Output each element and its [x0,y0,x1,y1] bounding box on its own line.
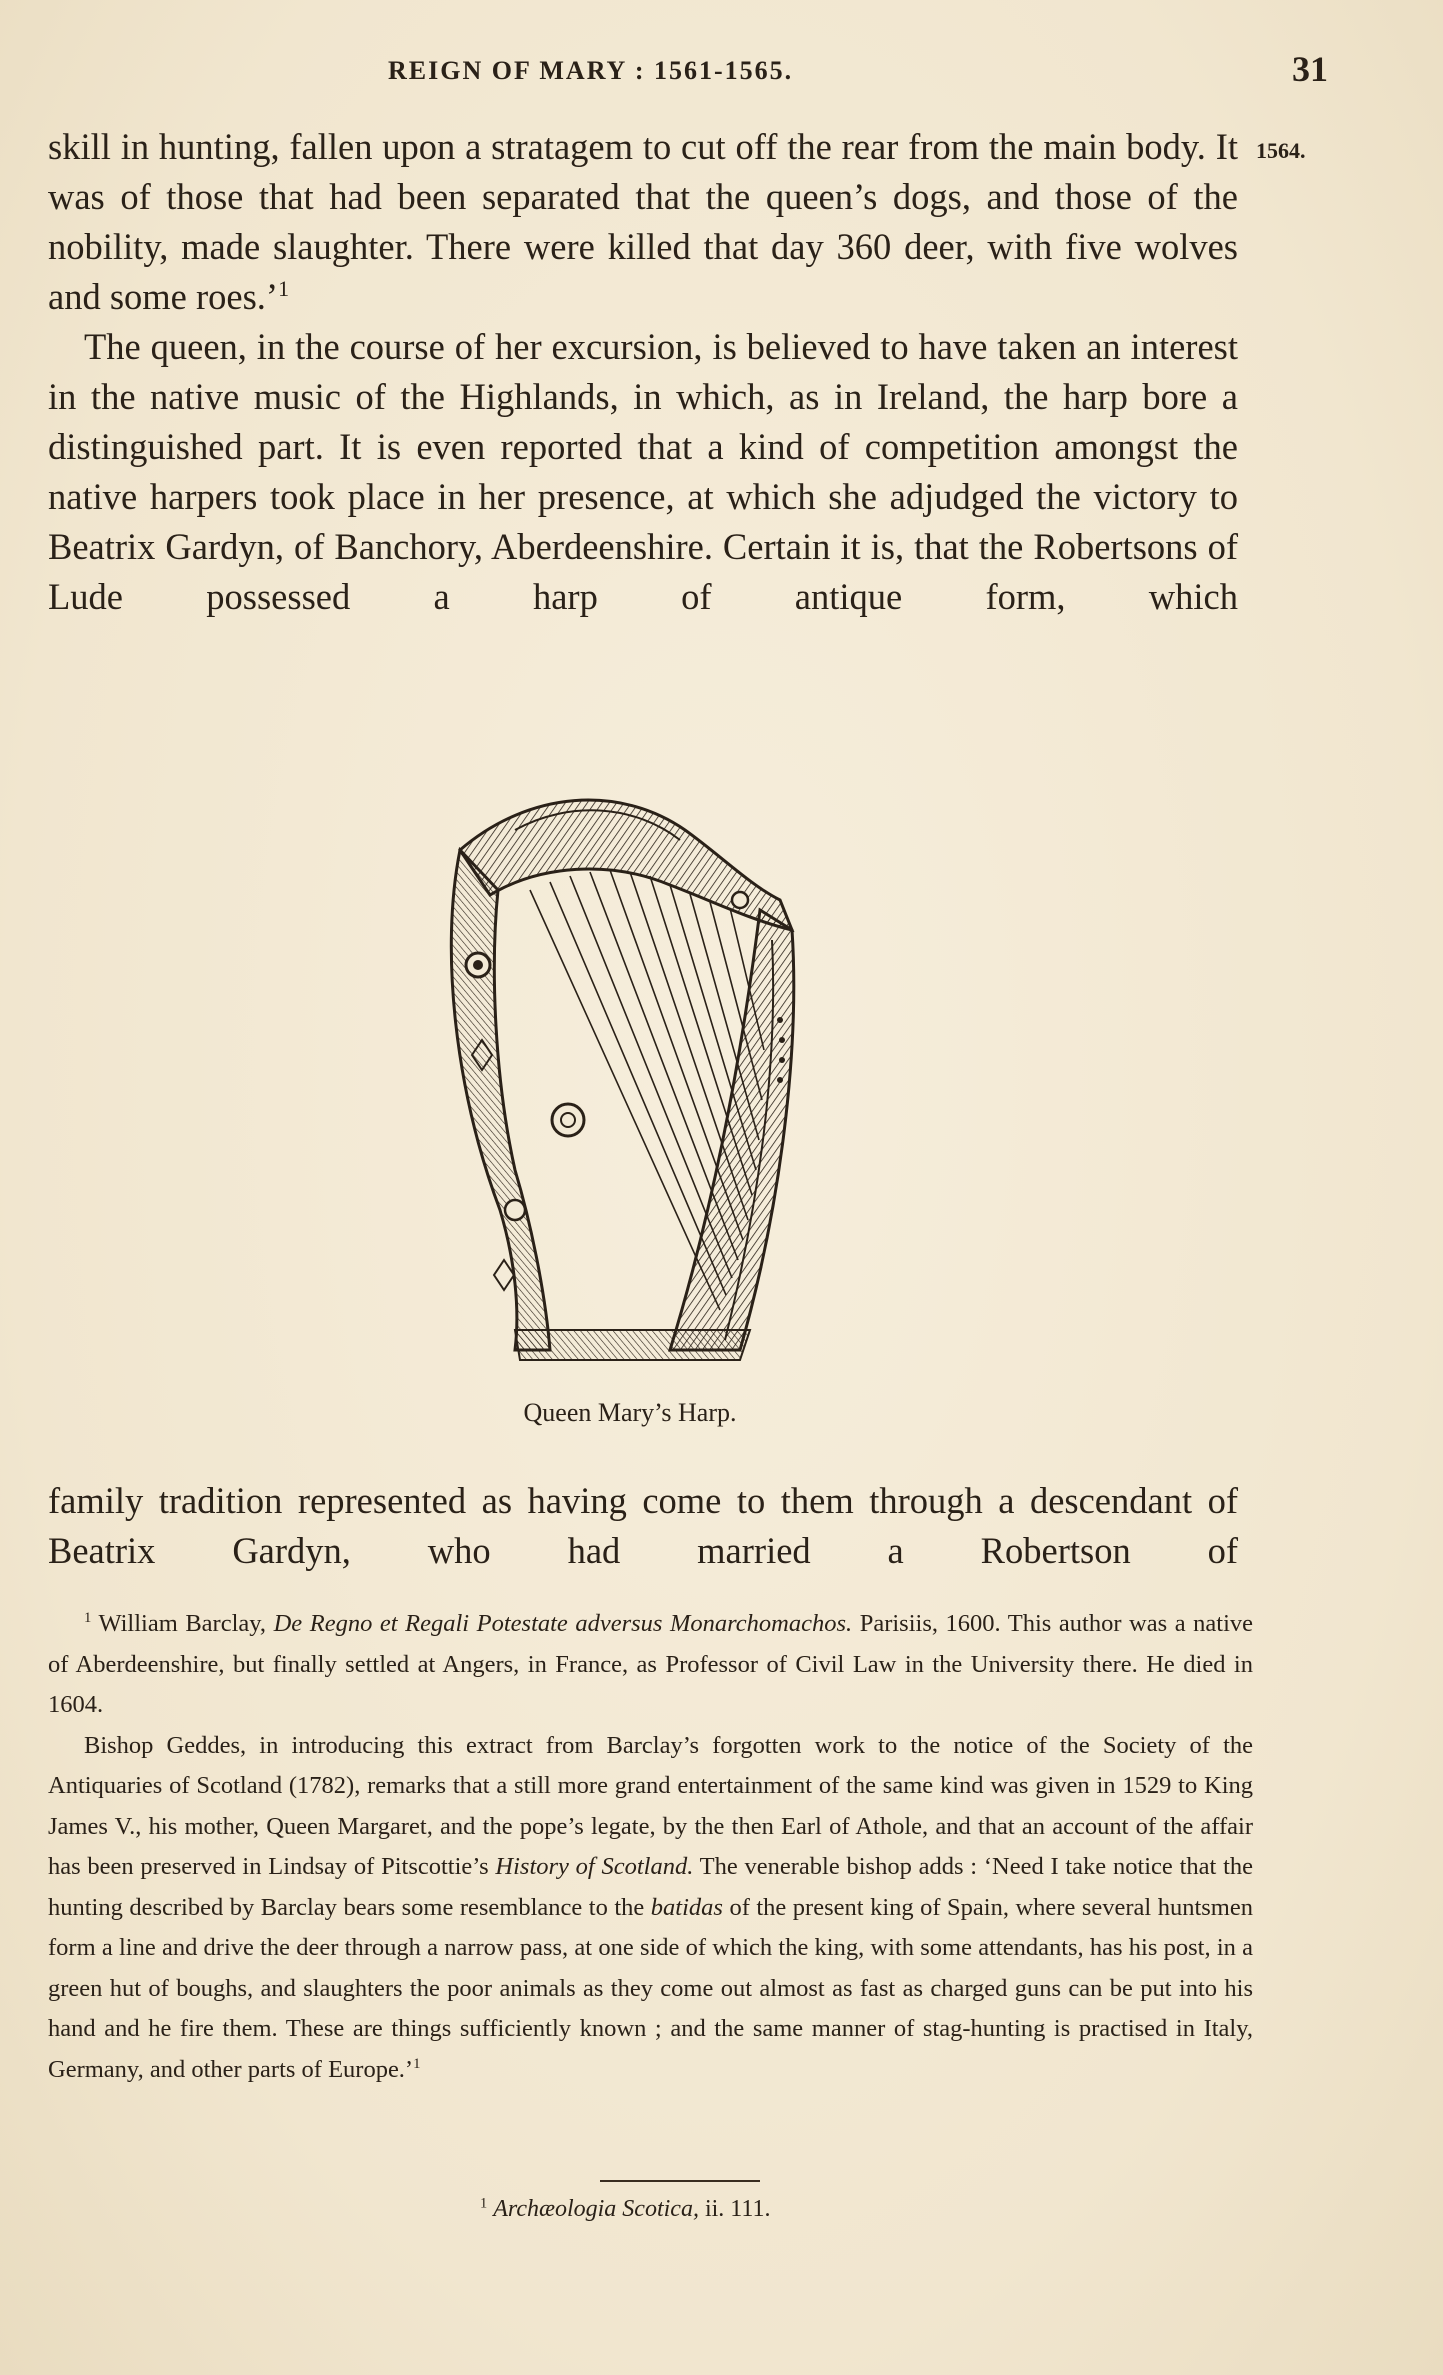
harp-illustration [420,790,840,1370]
figure-caption: Queen Mary’s Harp. [523,1398,737,1427]
footnote-mark: 1 [278,275,290,301]
footnote-rule [600,2180,760,2182]
body-text-top [48,122,1238,622]
footnote-number: 1 [84,1610,92,1627]
harp-icon [420,790,840,1370]
page-number: 31 [1292,49,1328,89]
running-head: REIGN OF MARY : 1561-1565. [388,56,794,85]
footnote-mark: 1 [413,2055,421,2072]
paragraph-harp: The queen, in the course of her excursion, is believed to have taken an interest in the native music of the Highlands, in which, as in Ireland, the harp bore a distinguished part. It is even reported that a kind of competition amongst the native harpers took place in her presence, at which she adjudged the victory to Beatrix Gardyn, of Banchory, Aberdeenshire. Certain it is, that the Robertsons of Lude possessed a harp of antique form, which [48,326,1238,617]
footnote-barclay: $^1$ William Barclay, De Regno et Regali Potestate adversus Monarchomachos. Parisiis, 1600. This author was a native of Aberdeenshire, but finally settled at Angers, in France, as Professor of Civil Law in the University there. He died in 1604. [48,1610,1254,1718]
page-header [48,48,1328,98]
book-title: History of Scotland. [495,1853,694,1880]
italic-term: batidas [650,1893,723,1921]
journal-title: Archæologia Scotica, [493,2196,699,2222]
footnotes [48,1604,1253,2090]
body-text-bottom [48,1476,1238,1576]
margin-year-note: 1564. [1256,138,1306,163]
book-title: De Regno et Regali Potestate adversus Monarchomachos. [273,1610,853,1637]
paragraph-family-tradition: family tradition represented as having come to them through a descendant of Beatrix Gardyn, who had married a Robertson of [48,1480,1238,1571]
sub-footnote: $^1$ Archæologia Scotica, ii. 111. [480,2195,771,2222]
paragraph-continuation: skill in hunting, fallen upon a stratagem to cut off the rear from the main body. It was of those that had been separated that the queen’s dogs, and those of the nobility, made slaughter. There were killed that day 360 deer, with five wolves and some roes.’$^1$ [48,126,1238,317]
footnote-geddes: Bishop Geddes, in introducing this extract from Barclay’s forgotten work to the notice of the Society of the Antiquaries of Scotland (1782), remarks that a still more grand entertainment of the same kind was given in 1529 to King James V., his mother, Queen Margaret, and the pope’s legate, by the then Earl of Athole, and that an account of the affair has been preserved in Lindsay of Pitscottie’s History of Scotland. The venerable bishop adds : ‘Need I take notice that the hunting described by Barclay bears some resemblance to the batidas of the present king of Spain, where several huntsmen form a line and drive the deer through a narrow pass, at one side of which the king, with some attendants, has his post, in a green hut of boughs, and slaughters the poor animals as they come out almost as fast as charged guns can be put into his hand and he fire them. These are things sufficiently known ; and the same manner of stag-hunting is practised in Italy, Germany, and other parts of Europe.’$^1$ [48,1731,1254,2083]
footnote-number: 1 [480,2195,488,2212]
